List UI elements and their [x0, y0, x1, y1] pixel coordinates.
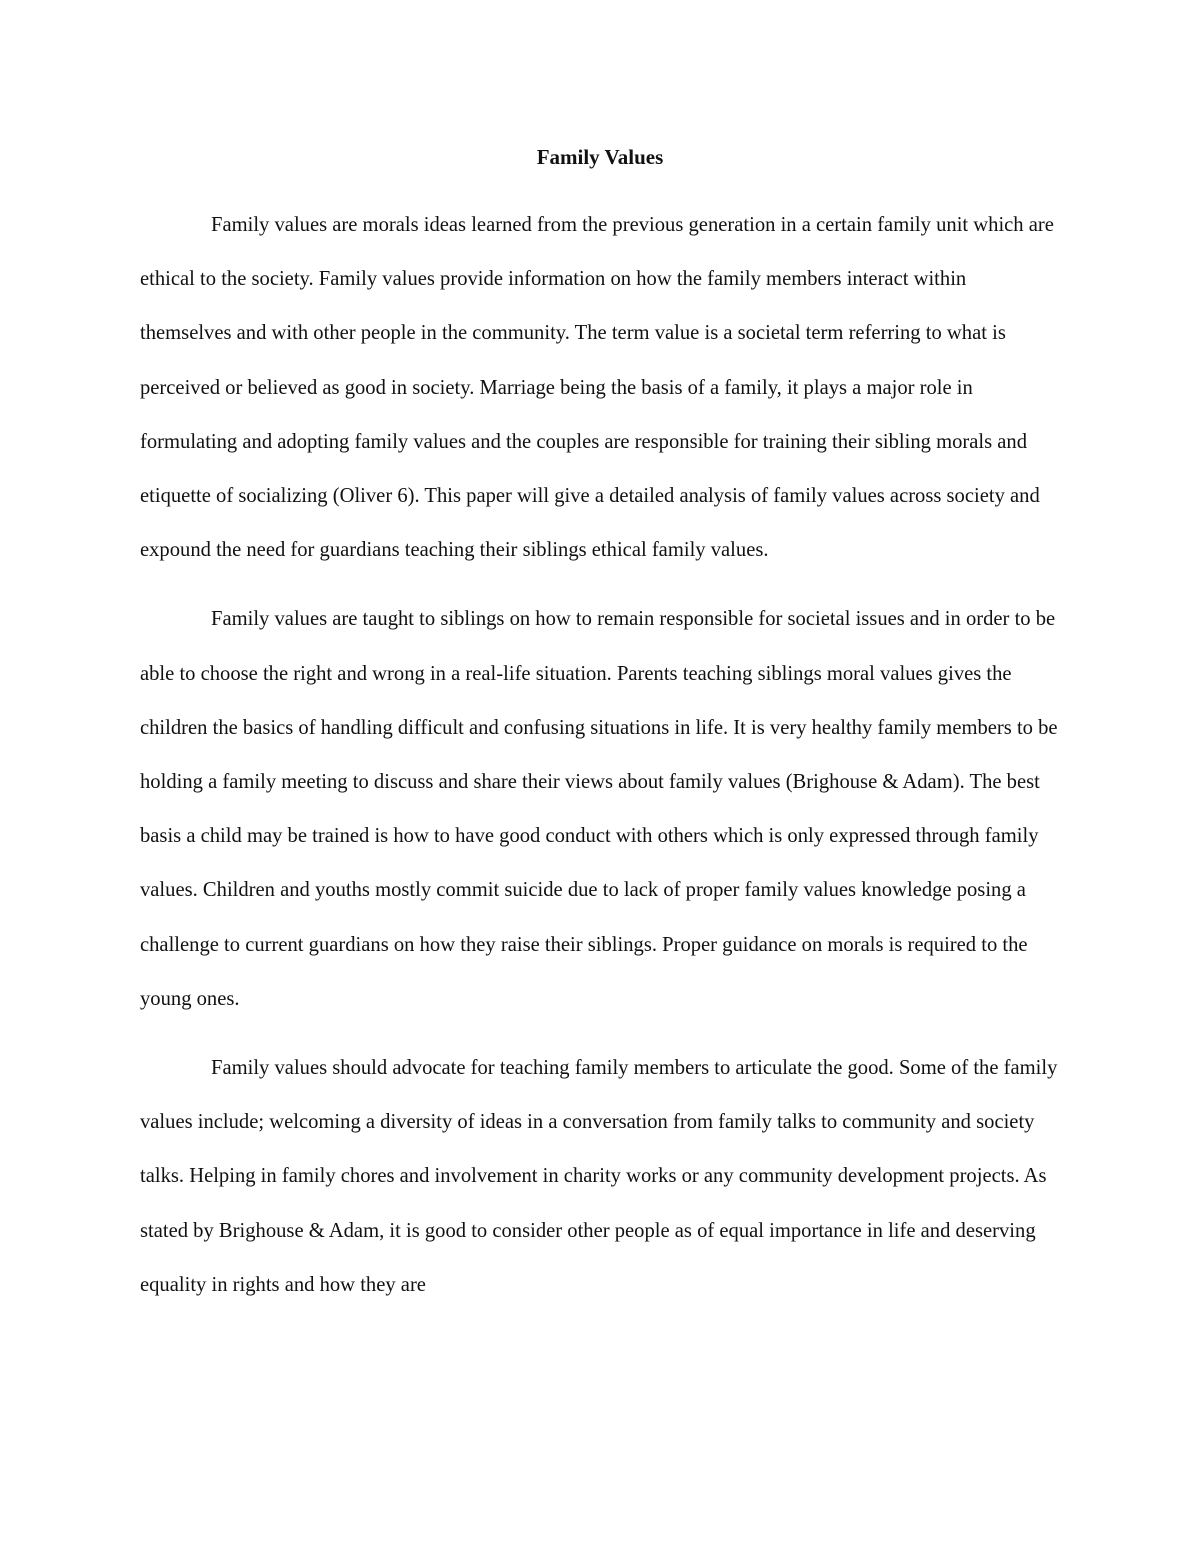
paragraph: Family values should advocate for teaching family members to articulate the good. Some of the family values include; welcoming a diversity of ideas in a conversation from family talks to community and society talks. Helping in family chores and involvement in charity works or any community development projects. As stated by Brighouse & Adam, it is good to consider other people as of equal importance in life and deserving equality in rights and how they are [140, 1057, 1058, 1296]
document-body [140, 198, 1060, 1327]
document-title: Family Values [536, 145, 664, 169]
paragraph: Family values are taught to siblings on how to remain responsible for societal issues and in order to be able to choose the right and wrong in a real-life situation. Parents teaching siblings moral values gives the children the basics of handling difficult and confusing situations in life. It is very healthy family members to be holding a family meeting to discuss and share their views about family values (Brighouse & Adam). The best basis a child may be trained is how to have good conduct with others which is only expressed through family values. Children and youths mostly commit suicide due to lack of proper family values knowledge posing a challenge to current guardians on how they raise their siblings. Proper guidance on morals is required to the young ones. [140, 608, 1058, 1010]
paragraph: Family values are morals ideas learned from the previous generation in a certain family unit which are ethical to the society. Family values provide information on how the family members interact within themselves and with other people in the community. The term value is a societal term referring to what is perceived or believed as good in society. Marriage being the basis of a family, it plays a major role in formulating and adopting family values and the couples are responsible for training their sibling morals and etiquette of socializing (Oliver 6). This paper will give a detailed analysis of family values across society and expound the need for guardians teaching their siblings ethical family values. [140, 214, 1054, 562]
